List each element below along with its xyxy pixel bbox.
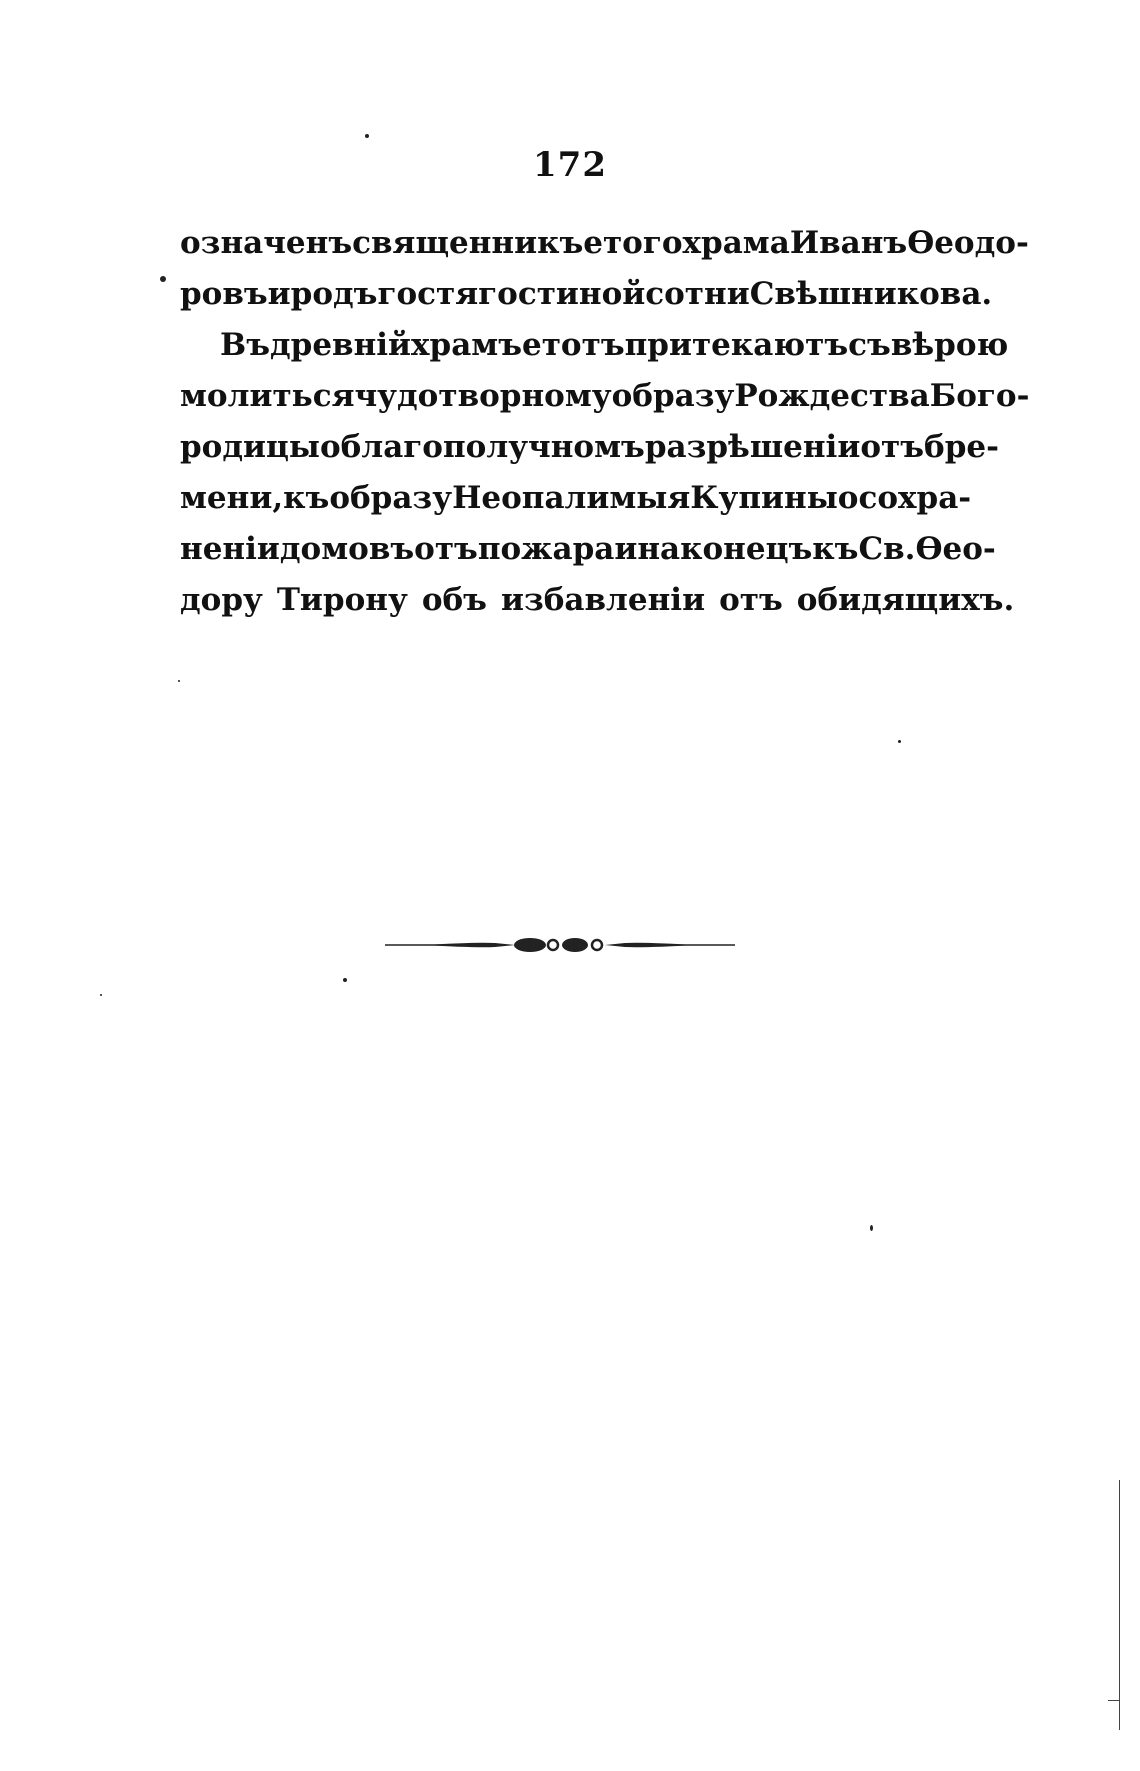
page-edge (1119, 1480, 1120, 1730)
word: Ѳео- (915, 531, 996, 567)
word: образу (329, 480, 453, 516)
word: храмъ (411, 327, 522, 363)
word: Неопалимыя (452, 480, 691, 516)
print-speck (178, 680, 180, 682)
text-line (180, 473, 970, 524)
text-line (180, 218, 1029, 269)
word: отъ (414, 531, 478, 567)
ornament-divider (385, 930, 735, 960)
word: отъ (719, 582, 783, 618)
word: родъ (290, 276, 378, 312)
word: Купины (690, 480, 838, 516)
word: вѣрою (890, 327, 1009, 363)
print-speck (365, 134, 369, 138)
page-number: 172 (533, 145, 607, 185)
word: домовъ (279, 531, 415, 567)
text-line (180, 524, 996, 575)
word: къ (812, 531, 859, 567)
print-speck (870, 1225, 873, 1231)
word: Свѣшникова. (749, 276, 993, 312)
word: Ѳеодо- (907, 225, 1029, 261)
text-line (180, 320, 1009, 371)
word: избавленіи (500, 582, 706, 618)
word: Рождества (734, 378, 930, 414)
word: Иванъ (789, 225, 908, 261)
word: неніи (180, 531, 280, 567)
word: молиться (180, 378, 355, 414)
word: Св. (858, 531, 916, 567)
page-edge (1108, 1700, 1120, 1701)
print-speck (100, 994, 102, 996)
text-line (180, 269, 993, 320)
word: древній (269, 327, 412, 363)
word: обидящихъ. (796, 582, 1015, 618)
word: объ (421, 582, 487, 618)
word: благополучномъ (340, 429, 645, 465)
word: разрѣшеніи (644, 429, 861, 465)
word: о (837, 480, 859, 516)
print-speck (343, 978, 347, 982)
word: къ (283, 480, 330, 516)
word: и (614, 531, 638, 567)
word: образу (611, 378, 735, 414)
print-speck (160, 276, 166, 282)
word: отъ (860, 429, 925, 465)
text-line (180, 422, 999, 473)
word: пожара (477, 531, 615, 567)
word: гостя (377, 276, 479, 312)
word: бре- (924, 429, 999, 465)
word: мени, (180, 480, 284, 516)
word: дору (180, 582, 263, 618)
word: съ (848, 327, 891, 363)
body-text (180, 218, 1030, 626)
word: етотъ (522, 327, 625, 363)
word: Тирону (276, 582, 408, 618)
word: и (267, 276, 291, 312)
word: Въ (220, 327, 270, 363)
word: храма (682, 225, 790, 261)
print-speck (898, 740, 901, 743)
word: сохра- (858, 480, 972, 516)
word: сотни (645, 276, 750, 312)
text-line (180, 575, 1015, 626)
word: Бого- (929, 378, 1030, 414)
word: означенъ (180, 225, 353, 261)
word: етого (583, 225, 683, 261)
word: наконецъ (637, 531, 813, 567)
word: чудотворному (354, 378, 612, 414)
word: священникъ (352, 225, 584, 261)
word: о (319, 429, 341, 465)
word: гостиной (478, 276, 646, 312)
word: ровъ (180, 276, 268, 312)
word: родицы (180, 429, 320, 465)
word: притекаютъ (624, 327, 849, 363)
text-line (180, 371, 1030, 422)
